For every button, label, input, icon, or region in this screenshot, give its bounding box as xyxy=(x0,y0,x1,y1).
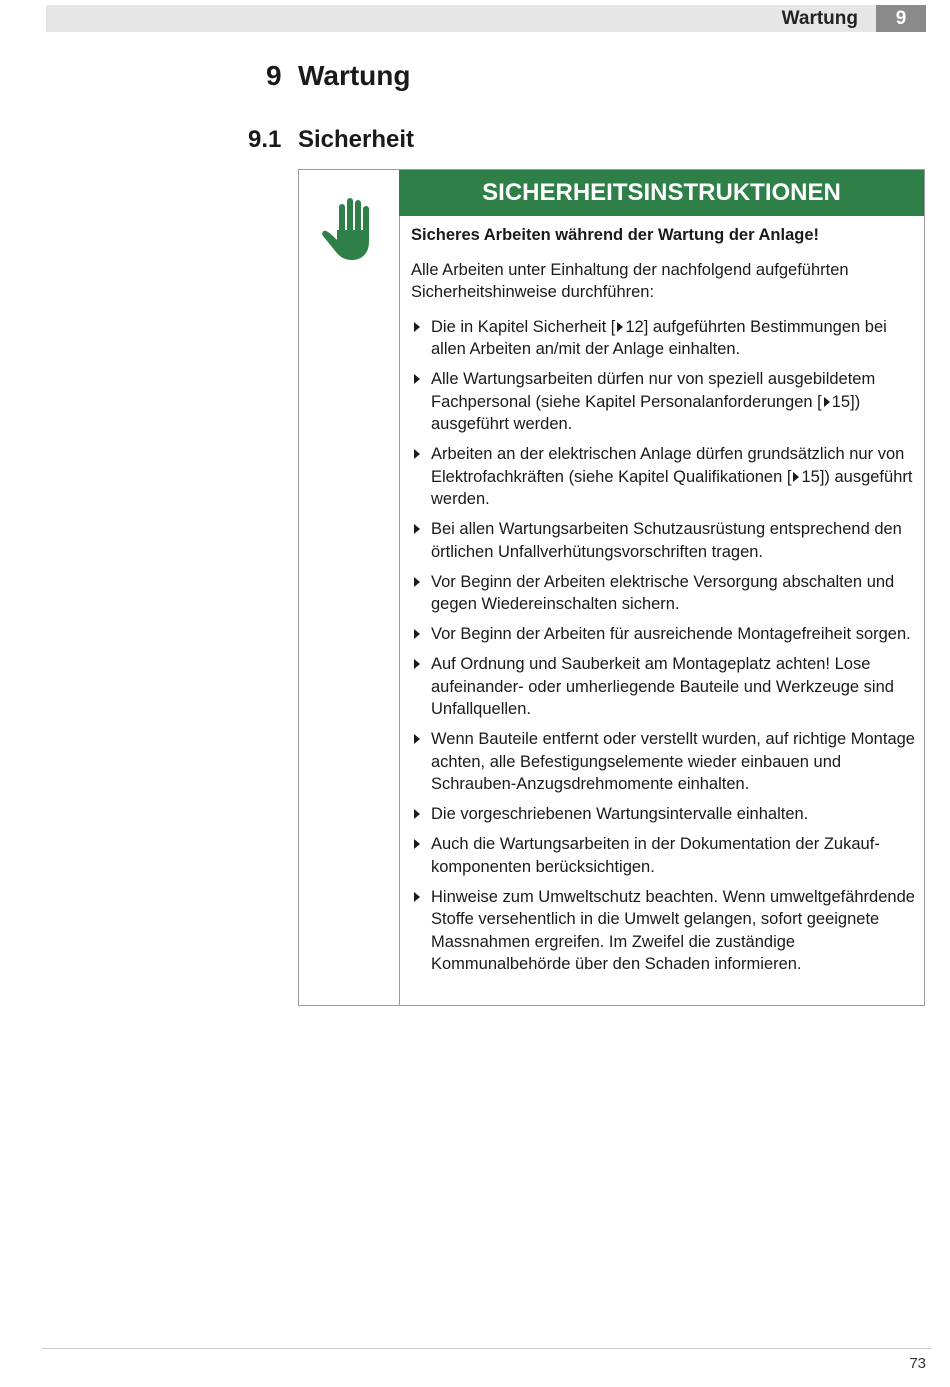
chapter-tab: 9 xyxy=(876,5,926,32)
notice-intro: Alle Arbeiten unter Einhaltung der nachfolgend aufgeführten Sicherheitshinweise durchführen: xyxy=(411,260,849,301)
instruction-text: ] aufgeführten Bestimmungen bei allen Arbeiten an/mit der Anlage einhalten. xyxy=(431,317,887,358)
bullet-triangle-icon xyxy=(414,734,420,744)
instruction-text: Wenn Bauteile entfernt oder verstellt wurden, auf richtige Montage achten, alle Befestigungselemente wieder einbauen und Schrauben-Anzugsdrehmomente einhalten. xyxy=(431,730,915,793)
instruction-item xyxy=(411,728,916,796)
bullet-triangle-icon xyxy=(414,839,420,849)
bullet-triangle-icon xyxy=(414,577,420,587)
instruction-item xyxy=(411,803,916,826)
instruction-text: ]) ausgeführt werden. xyxy=(431,467,913,508)
instruction-text: Hinweise zum Umweltschutz beachten. Wenn umweltgefährdende Stoffe versehentlich in die Umwelt gelangen, sofort geeignete Massnahmen ergreifen. Im Zweifel die zuständige Kommunalbehörde über den Schaden informieren. xyxy=(431,887,915,973)
notice-body xyxy=(411,224,916,983)
instruction-text: Arbeiten an der elektrischen Anlage dürfen grundsätzlich nur von Elektrofachkräften (siehe Kapitel Qualifikationen [ xyxy=(431,445,905,486)
bullet-triangle-icon xyxy=(414,449,420,459)
instruction-text: ]) ausgeführt werden. xyxy=(431,392,861,433)
section-heading-number: 9.1 xyxy=(248,126,282,153)
instruction-item xyxy=(411,316,916,361)
instruction-text: Vor Beginn der Arbeiten für ausreichende Montagefreiheit sorgen. xyxy=(431,625,911,643)
bullet-triangle-icon xyxy=(414,892,420,902)
instruction-text: Bei allen Wartungsarbeiten Schutzausrüstung entsprechend den örtlichen Unfallverhütungsvorschriften tragen. xyxy=(431,520,902,561)
footer-rule xyxy=(42,1348,932,1349)
bullet-triangle-icon xyxy=(414,374,420,384)
instruction-item xyxy=(411,443,916,511)
bullet-triangle-icon xyxy=(414,629,420,639)
running-header-title: Wartung xyxy=(781,8,858,29)
instruction-text: Die in Kapitel Sicherheit [ xyxy=(431,317,616,336)
instruction-text: Vor Beginn der Arbeiten elektrische Versorgung abschalten und gegen Wiedereinschalten sichern. xyxy=(431,572,895,613)
chapter-heading-title: Wartung xyxy=(298,60,411,91)
instruction-item xyxy=(411,833,916,878)
page-reference-link[interactable]: 12 xyxy=(625,317,644,336)
section-heading xyxy=(248,126,414,154)
instruction-item xyxy=(411,653,916,721)
page-reference-arrow-icon xyxy=(793,472,799,482)
instruction-item xyxy=(411,368,916,436)
chapter-heading-number: 9 xyxy=(266,60,282,91)
running-header-bar xyxy=(46,5,876,32)
page-reference-arrow-icon xyxy=(617,322,623,332)
page-number: 73 xyxy=(909,1355,926,1372)
page-reference-arrow-icon xyxy=(824,397,830,407)
instruction-item xyxy=(411,623,916,646)
page-reference-link[interactable]: 15 xyxy=(831,392,851,411)
bullet-triangle-icon xyxy=(414,524,420,534)
instruction-text: Auf Ordnung und Sauberkeit am Montageplatz achten! Lose aufeinander- oder umherliegende Bauteile und Werkzeuge sind Unfallquellen. xyxy=(431,655,894,718)
chapter-heading xyxy=(266,60,411,92)
bullet-triangle-icon xyxy=(414,809,420,819)
instruction-list xyxy=(411,316,916,976)
page-reference-link[interactable]: 15 xyxy=(801,467,820,486)
notice-icon-column xyxy=(299,170,400,1005)
instruction-item xyxy=(411,571,916,616)
instruction-text: Auch die Wartungsarbeiten in der Dokumentation der Zukaufkomponenten berücksichtigen. xyxy=(431,835,880,876)
bullet-triangle-icon xyxy=(414,659,420,669)
notice-subtitle: Sicheres Arbeiten während der Wartung der Anlage! xyxy=(411,226,819,244)
safety-notice-box xyxy=(298,169,925,1006)
bullet-triangle-icon xyxy=(414,322,420,332)
section-heading-title: Sicherheit xyxy=(298,126,415,153)
notice-signal-word: SICHERHEITSINSTRUKTIONEN xyxy=(399,170,924,216)
instruction-text: Alle Wartungsarbeiten dürfen nur von speziell ausgebildetem Fachpersonal (siehe Kapitel Personalanforderungen [ xyxy=(431,370,876,411)
instruction-item xyxy=(411,518,916,563)
instruction-text: Die vorgeschriebenen Wartungsintervalle einhalten. xyxy=(431,805,809,823)
stop-hand-icon xyxy=(319,196,379,262)
instruction-item xyxy=(411,886,916,976)
